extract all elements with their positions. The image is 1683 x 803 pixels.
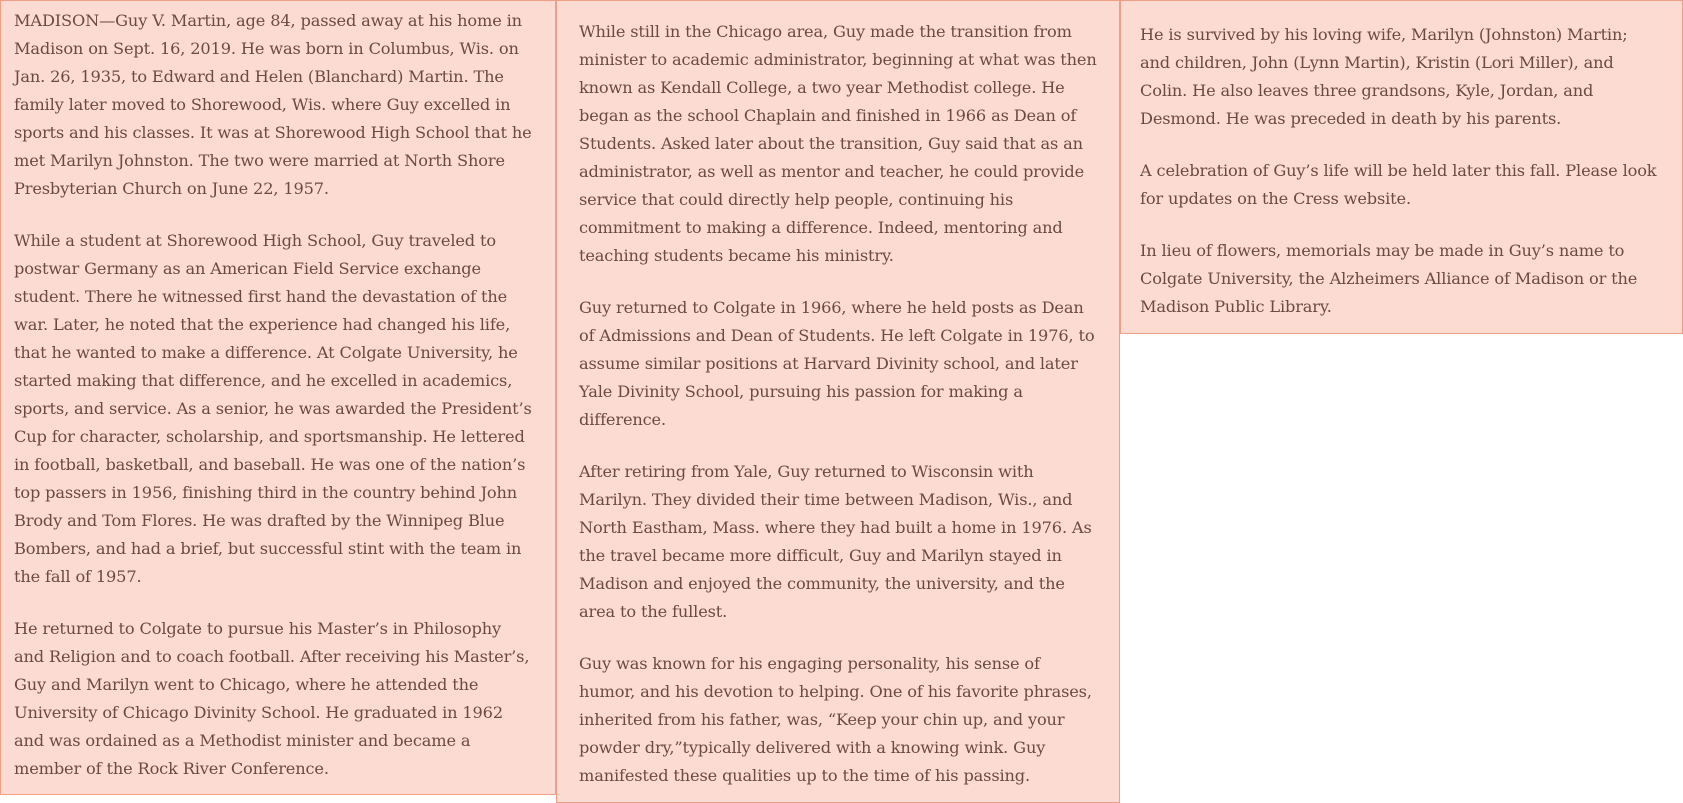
obituary-column-1 <box>0 0 556 795</box>
obituary-paragraph: Guy was known for his engaging personality, his sense of humor, and his devotion to helping. One of his favorite phrases, inherited from his father, was, “Keep your chin up, and your powder dry,”typically delivered with a knowing wink. Guy manifested these qualities up to the time of his passing. <box>579 654 1092 785</box>
obituary-column-3 <box>1120 0 1683 334</box>
obituary-paragraph: While still in the Chicago area, Guy made the transition from minister to academic administrator, beginning at what was then known as Kendall College, a two year Methodist college. He began as the school Chaplain and finished in 1966 as Dean of Students. Asked later about the transition, Guy said that as an administrator, as well as mentor and teacher, he could provide service that could directly help people, continuing his commitment to making a difference. Indeed, mentoring and teaching students became his ministry. <box>579 22 1097 265</box>
obituary-paragraph: Guy returned to Colgate in 1966, where he held posts as Dean of Admissions and Dean of Students. He left Colgate in 1976, to assume similar positions at Harvard Divinity school, and later Yale Divinity School, pursuing his passion for making a difference. <box>579 298 1095 429</box>
obituary-paragraph: He returned to Colgate to pursue his Master’s in Philosophy and Religion and to coach football. After receiving his Master’s, Guy and Marilyn went to Chicago, where he attended the University of Chicago Divinity School. He graduated in 1962 and was ordained as a Methodist minister and became a member of the Rock River Conference. <box>14 619 530 778</box>
obituary-paragraph: While a student at Shorewood High School, Guy traveled to postwar Germany as an American Field Service exchange student. There he witnessed first hand the devastation of the war. Later, he noted that the experience had changed his life, that he wanted to make a difference. At Colgate University, he started making that difference, and he excelled in academics, sports, and service. As a senior, he was awarded the President’s Cup for character, scholarship, and sportsmanship. He lettered in football, basketball, and baseball. He was one of the nation’s top passers in 1956, finishing third in the country behind John Brody and Tom Flores. He was drafted by the Winnipeg Blue Bombers, and had a brief, but successful stint with the team in the fall of 1957. <box>14 231 532 586</box>
obituary-paragraph: In lieu of flowers, memorials may be made in Guy’s name to Colgate University, the Alzheimers Alliance of Madison or the Madison Public Library. <box>1140 241 1638 316</box>
obituary-paragraph: After retiring from Yale, Guy returned to Wisconsin with Marilyn. They divided their time between Madison, Wis., and North Eastham, Mass. where they had built a home in 1976. As the travel became more difficult, Guy and Marilyn stayed in Madison and enjoyed the community, the university, and the area to the fullest. <box>579 462 1092 621</box>
obituary-paragraph: A celebration of Guy’s life will be held later this fall. Please look for updates on the Cress website. <box>1140 161 1657 208</box>
obituary-paragraph: MADISON—Guy V. Martin, age 84, passed away at his home in Madison on Sept. 16, 2019. He was born in Columbus, Wis. on Jan. 26, 1935, to Edward and Helen (Blanchard) Martin. The family later moved to Shorewood, Wis. where Guy excelled in sports and his classes. It was at Shorewood High School that he met Marilyn Johnston. The two were married at North Shore Presbyterian Church on June 22, 1957. <box>14 11 532 198</box>
obituary-paragraph: He is survived by his loving wife, Marilyn (Johnston) Martin; and children, John (Lynn Martin), Kristin (Lori Miller), and Colin. He also leaves three grandsons, Kyle, Jordan, and Desmond. He was preceded in death by his parents. <box>1140 25 1628 128</box>
obituary-column-2 <box>556 0 1120 803</box>
